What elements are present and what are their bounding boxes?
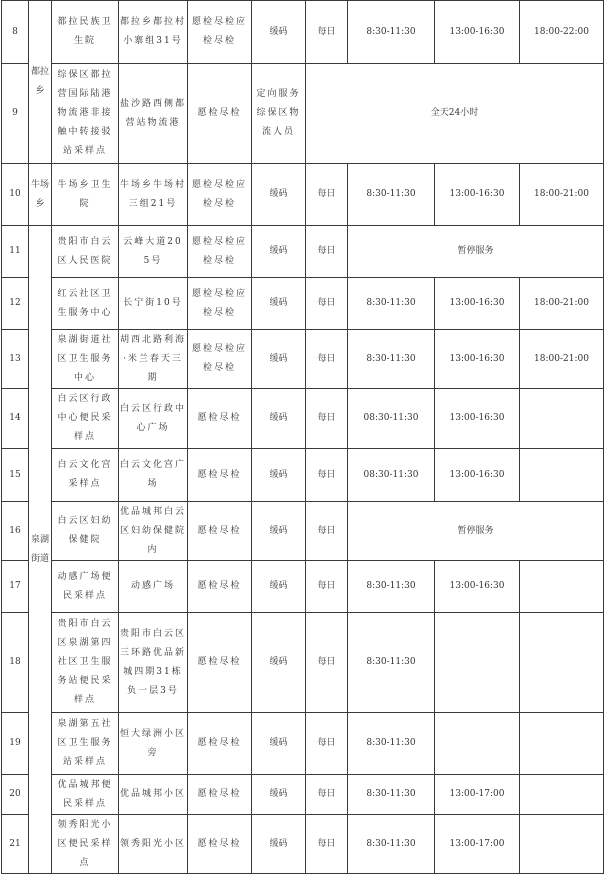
- payment: 缓码: [252, 449, 306, 502]
- test-type: 愿检尽检应检尽检: [188, 278, 252, 330]
- site-name: 领秀阳光小区便民采样点: [52, 815, 119, 874]
- payment: 缓码: [252, 164, 306, 226]
- test-type: 愿检尽检: [188, 713, 252, 775]
- site-address: 优品城邦白云区妇幼保健院内: [119, 502, 188, 561]
- morning-hours: 8:30-11:30: [348, 164, 435, 226]
- test-type: 愿检尽检应检尽检: [188, 226, 252, 278]
- site-name: 牛场乡卫生院: [52, 164, 119, 226]
- morning-hours: 8:30-11:30: [348, 1, 435, 64]
- evening-hours: [520, 713, 604, 775]
- morning-hours: 08:30-11:30: [348, 449, 435, 502]
- table-row: [2, 226, 604, 278]
- table-row: [2, 449, 604, 502]
- morning-hours: 08:30-11:30: [348, 389, 435, 449]
- merged-hours: 全天24小时: [306, 64, 604, 164]
- evening-hours: 18:00-21:00: [520, 164, 604, 226]
- site-name: 优品城邦便民采样点: [52, 775, 119, 815]
- site-name: 白云区行政中心便民采样点: [52, 389, 119, 449]
- morning-hours: 8:30-11:30: [348, 775, 435, 815]
- row-number: 14: [2, 389, 29, 449]
- test-type: 愿检尽检: [188, 815, 252, 874]
- evening-hours: 18:00-21:00: [520, 278, 604, 330]
- payment: 缓码: [252, 278, 306, 330]
- payment: 缓码: [252, 330, 306, 389]
- test-type: 愿检尽检应检尽检: [188, 1, 252, 64]
- afternoon-hours: 13:00-16:30: [435, 449, 520, 502]
- table-row: [2, 164, 604, 226]
- town-cell: 都拉乡: [29, 1, 52, 164]
- site-name: 综保区都拉营国际陆港物流港非接触中转接驳站采样点: [52, 64, 119, 164]
- table-row: [2, 330, 604, 389]
- payment: 缓码: [252, 561, 306, 613]
- morning-hours: 8:30-11:30: [348, 815, 435, 874]
- test-type: 愿检尽检应检尽检: [188, 330, 252, 389]
- morning-hours: 8:30-11:30: [348, 713, 435, 775]
- service-days: 每日: [306, 389, 348, 449]
- afternoon-hours: 13:00-16:30: [435, 561, 520, 613]
- afternoon-hours: 13:00-16:30: [435, 1, 520, 64]
- table-row: [2, 775, 604, 815]
- service-days: 每日: [306, 330, 348, 389]
- row-number: 16: [2, 502, 29, 561]
- service-days: 每日: [306, 775, 348, 815]
- evening-hours: 18:00-22:00: [520, 1, 604, 64]
- payment: 缓码: [252, 613, 306, 713]
- table-row: [2, 713, 604, 775]
- row-number: 17: [2, 561, 29, 613]
- test-type: 愿检尽检: [188, 613, 252, 713]
- site-address: 胡西北路利海·米兰春天三期: [119, 330, 188, 389]
- row-number: 18: [2, 613, 29, 713]
- site-address: 白云文化宫广场: [119, 449, 188, 502]
- row-number: 20: [2, 775, 29, 815]
- morning-hours: 8:30-11:30: [348, 330, 435, 389]
- test-type: 愿检尽检: [188, 64, 252, 164]
- afternoon-hours: [435, 613, 520, 713]
- site-name: 白云文化宫采样点: [52, 449, 119, 502]
- morning-hours: 8:30-11:30: [348, 613, 435, 713]
- merged-hours: 暂停服务: [348, 226, 604, 278]
- payment: 缓码: [252, 815, 306, 874]
- site-address: 都拉乡都拉村小寨组31号: [119, 1, 188, 64]
- table-row: [2, 278, 604, 330]
- row-number: 19: [2, 713, 29, 775]
- town-cell: 泉湖街道: [29, 226, 52, 874]
- table-row: [2, 64, 604, 164]
- table-row: [2, 502, 604, 561]
- service-days: 每日: [306, 561, 348, 613]
- afternoon-hours: 13:00-16:30: [435, 330, 520, 389]
- payment: 缓码: [252, 1, 306, 64]
- evening-hours: [520, 449, 604, 502]
- site-name: 贵阳市白云区泉湖第四社区卫生服务站便民采样点: [52, 613, 119, 713]
- test-type: 愿检尽检: [188, 389, 252, 449]
- test-type: 愿检尽检: [188, 449, 252, 502]
- service-days: 每日: [306, 613, 348, 713]
- town-cell: 牛场乡: [29, 164, 52, 226]
- site-address: 长宁街10号: [119, 278, 188, 330]
- row-number: 11: [2, 226, 29, 278]
- service-days: 每日: [306, 226, 348, 278]
- table-row: [2, 561, 604, 613]
- payment: 缓码: [252, 389, 306, 449]
- site-address: 动感广场: [119, 561, 188, 613]
- schedule-table: [1, 0, 604, 874]
- evening-hours: 18:00-21:00: [520, 330, 604, 389]
- row-number: 9: [2, 64, 29, 164]
- afternoon-hours: 13:00-16:30: [435, 278, 520, 330]
- evening-hours: [520, 775, 604, 815]
- row-number: 8: [2, 1, 29, 64]
- service-days: 每日: [306, 713, 348, 775]
- row-number: 12: [2, 278, 29, 330]
- site-name: 动感广场便民采样点: [52, 561, 119, 613]
- afternoon-hours: 13:00-17:00: [435, 775, 520, 815]
- service-days: 每日: [306, 164, 348, 226]
- row-number: 15: [2, 449, 29, 502]
- payment: 缓码: [252, 775, 306, 815]
- payment: 缓码: [252, 713, 306, 775]
- table-row: [2, 1, 604, 64]
- service-days: 每日: [306, 502, 348, 561]
- site-name: 贵阳市白云区人民医院: [52, 226, 119, 278]
- test-type: 愿检尽检: [188, 775, 252, 815]
- site-name: 白云区妇幼保健院: [52, 502, 119, 561]
- site-address: 领秀阳光小区: [119, 815, 188, 874]
- evening-hours: [520, 613, 604, 713]
- afternoon-hours: [435, 713, 520, 775]
- afternoon-hours: 13:00-17:00: [435, 815, 520, 874]
- service-days: 每日: [306, 449, 348, 502]
- merged-hours: 暂停服务: [348, 502, 604, 561]
- table-row: [2, 613, 604, 713]
- row-number: 21: [2, 815, 29, 874]
- evening-hours: [520, 389, 604, 449]
- afternoon-hours: 13:00-16:30: [435, 164, 520, 226]
- table-row: [2, 815, 604, 874]
- payment: 缓码: [252, 226, 306, 278]
- evening-hours: [520, 815, 604, 874]
- service-days: 每日: [306, 278, 348, 330]
- service-days: 每日: [306, 815, 348, 874]
- site-name: 红云社区卫生服务中心: [52, 278, 119, 330]
- site-name: 泉湖第五社区卫生服务站采样点: [52, 713, 119, 775]
- site-address: 白云区行政中心广场: [119, 389, 188, 449]
- site-address: 云峰大道205号: [119, 226, 188, 278]
- test-type: 愿检尽检: [188, 502, 252, 561]
- morning-hours: 8:30-11:30: [348, 278, 435, 330]
- morning-hours: 8:30-11:30: [348, 561, 435, 613]
- site-name: 泉湖街道社区卫生服务中心: [52, 330, 119, 389]
- site-address: 盐沙路西侧都营站物流港: [119, 64, 188, 164]
- test-type: 愿检尽检: [188, 561, 252, 613]
- row-number: 13: [2, 330, 29, 389]
- site-name: 都拉民族卫生院: [52, 1, 119, 64]
- payment: 定向服务综保区物流人员: [252, 64, 306, 164]
- service-days: 每日: [306, 1, 348, 64]
- payment: 缓码: [252, 502, 306, 561]
- afternoon-hours: 13:00-16:30: [435, 389, 520, 449]
- evening-hours: [520, 561, 604, 613]
- site-address: 贵阳市白云区三环路优品新城四期31栋负一层3号: [119, 613, 188, 713]
- test-type: 愿检尽检应检尽检: [188, 164, 252, 226]
- site-address: 优品城邦小区: [119, 775, 188, 815]
- table-row: [2, 389, 604, 449]
- site-address: 恒大绿洲小区旁: [119, 713, 188, 775]
- row-number: 10: [2, 164, 29, 226]
- site-address: 牛场乡牛场村三组21号: [119, 164, 188, 226]
